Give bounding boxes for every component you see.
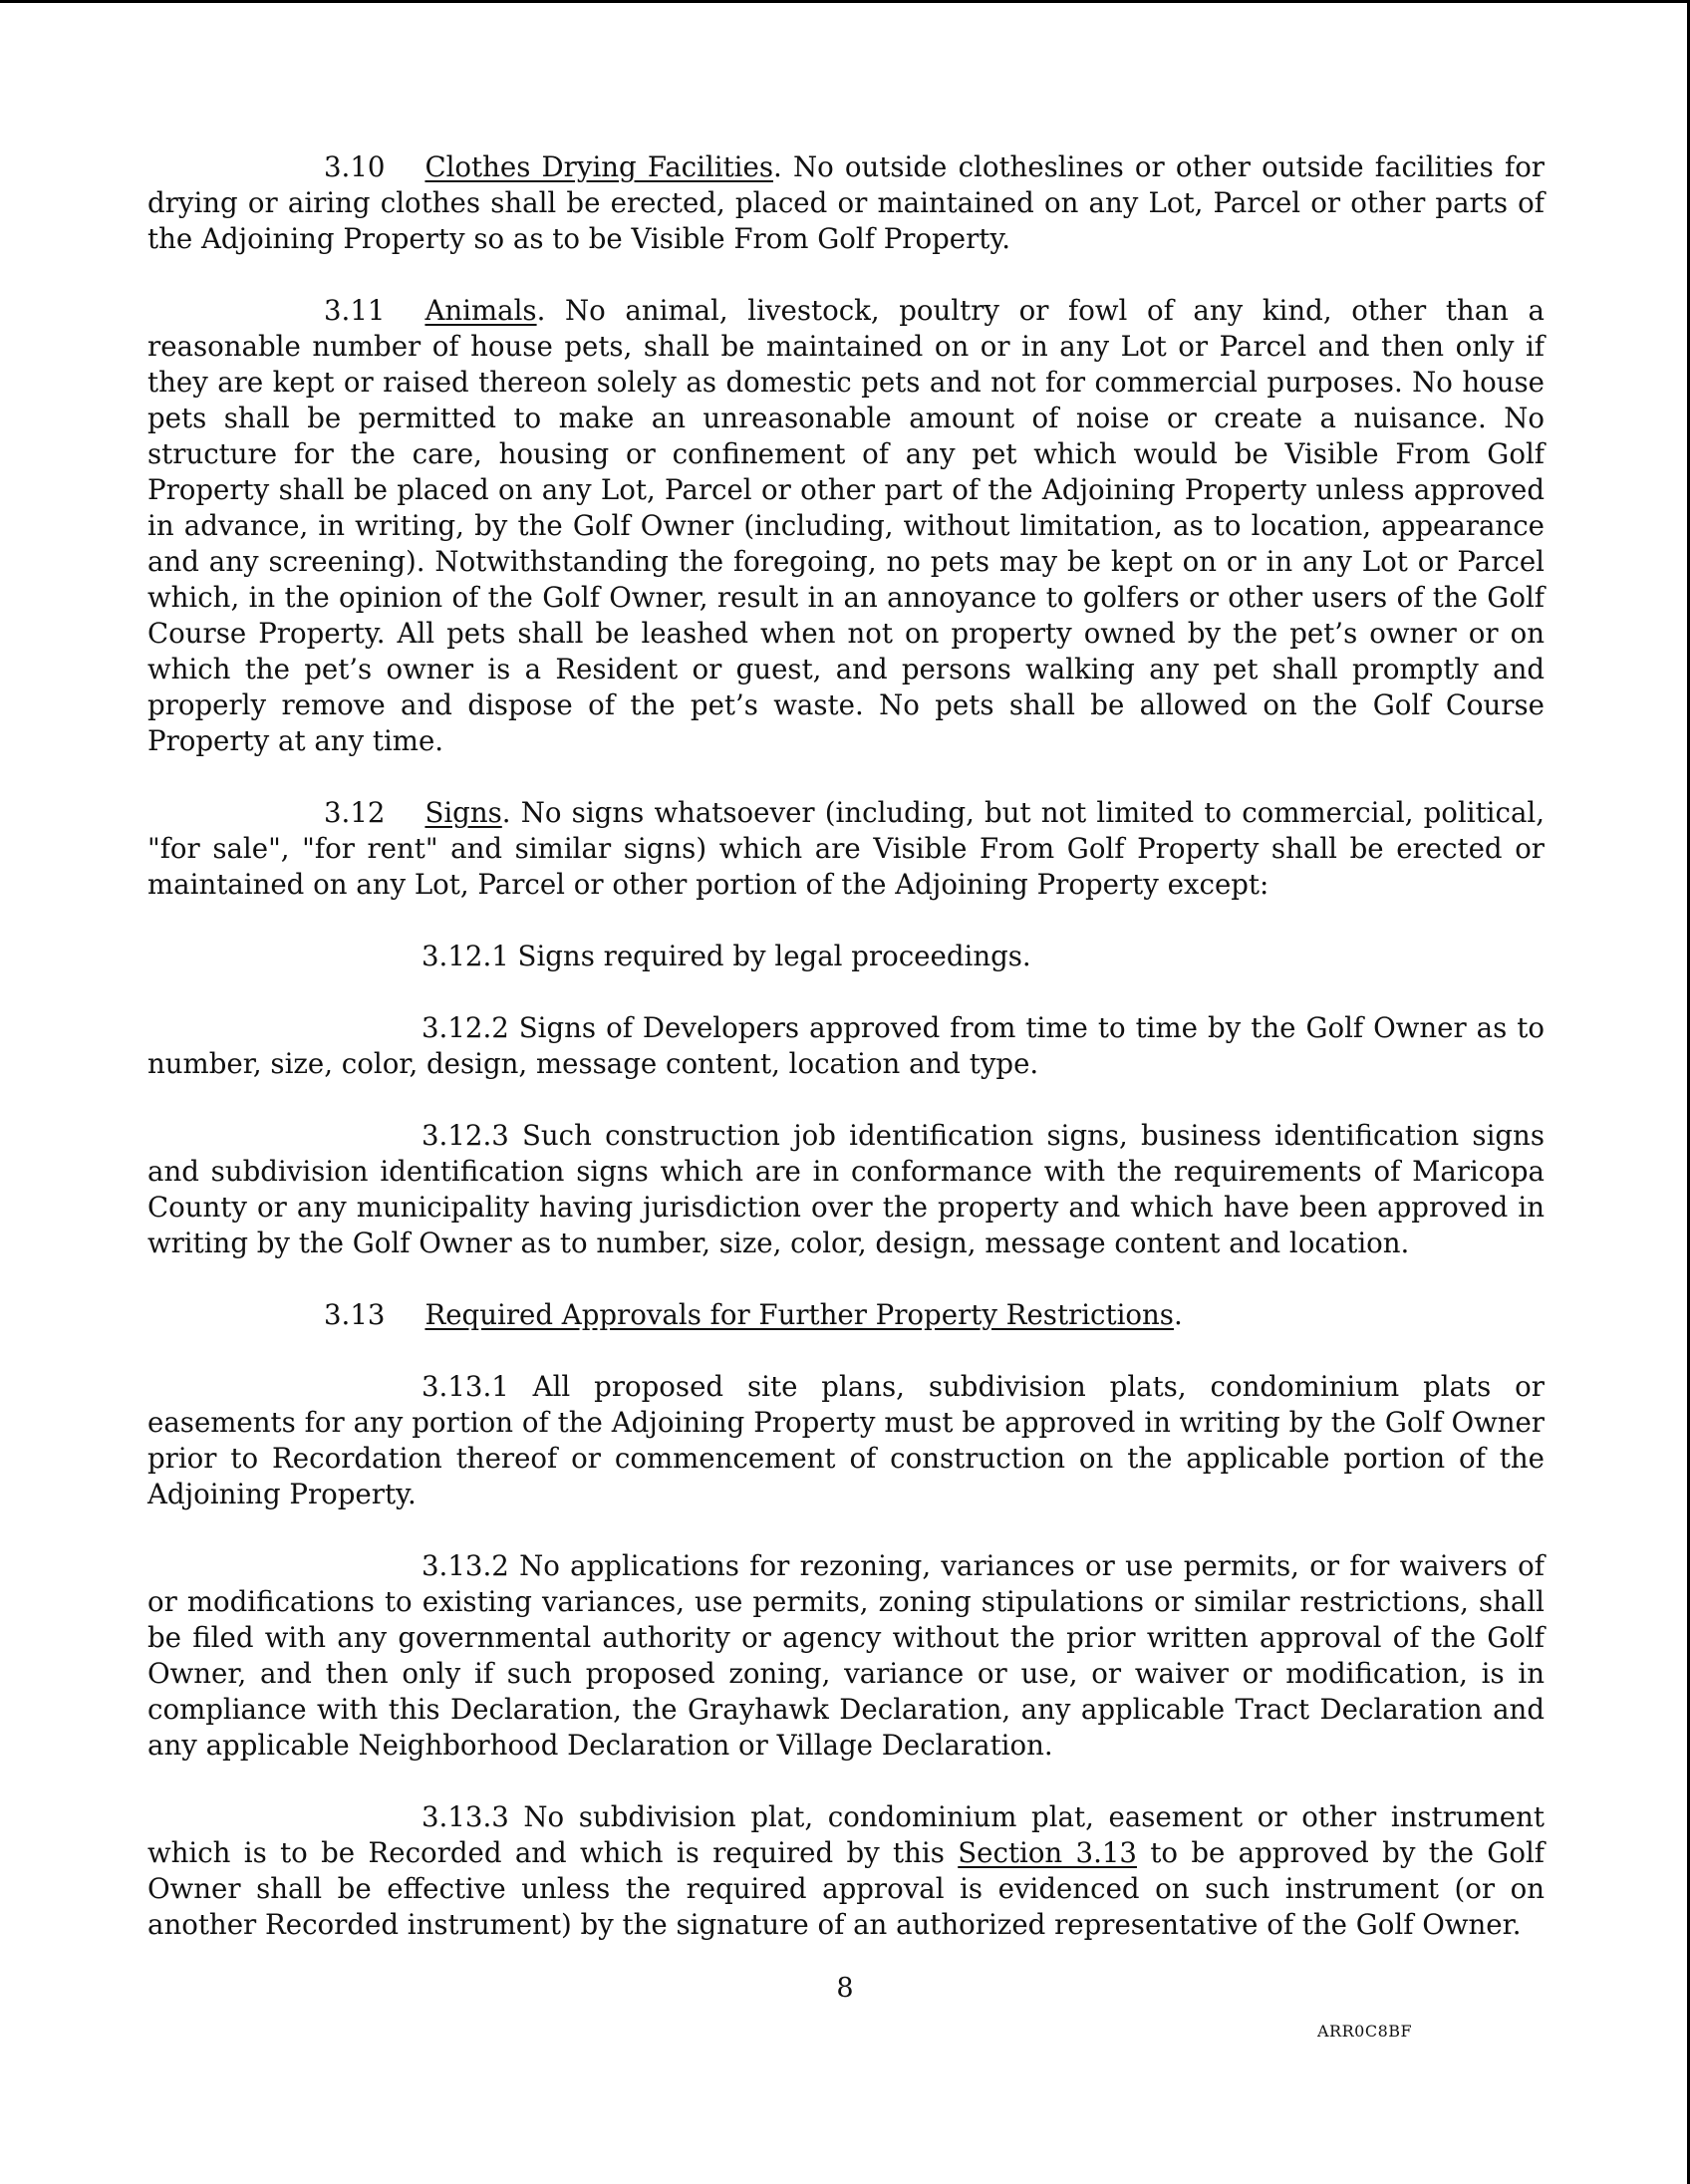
section-number: 3.13 xyxy=(324,1298,386,1331)
scan-edge-top xyxy=(0,0,1690,3)
section-number: 3.12 xyxy=(324,796,386,829)
section-title: Signs xyxy=(424,796,502,829)
section-number: 3.10 xyxy=(324,150,386,183)
section-title: Clothes Drying Facilities xyxy=(424,150,773,183)
page-number: 8 xyxy=(836,1973,854,2004)
subsection-text-end: to be approved by the Golf Owner shall be effective unless the required approval is evidenced on such instrument (or on another Recorded instrument) by the signature of an authorized representative of the Golf Owner. xyxy=(147,1836,1545,1941)
section-3-13 xyxy=(147,1297,1545,1333)
section-reference: Section 3.13 xyxy=(958,1836,1137,1869)
subsection-3-13-3 xyxy=(147,1799,1545,1943)
subsection-3-12-2: 3.12.2 Signs of Developers approved from time to time by the Golf Owner as to number, size, color, design, message content, location and type. xyxy=(147,1011,1545,1080)
section-title: Animals xyxy=(424,294,537,327)
section-3-10 xyxy=(147,149,1545,257)
subsection-3-13-1: 3.13.1 All proposed site plans, subdivision plats, condominium plats or easements for any portion of the Adjoining Property must be approved in writing by the Golf Owner prior to Recordation thereof or commencement of construction on the applicable portion of the Adjoining Property. xyxy=(147,1370,1545,1510)
section-body: . No animal, livestock, poultry or fowl of any kind, other than a reasonable number of house pets, shall be maintained on or in any Lot or Parcel and then only if they are kept or raised thereon solely as domestic pets and not for commercial purposes. No house pets shall be permitted to make an unreasonable amount of noise or create a nuisance. No structure for the care, housing or confinement of any pet which would be Visible From Golf Property shall be placed on any Lot, Parcel or other part of the Adjoining Property unless approved in advance, in writing, by the Golf Owner (including, without limitation, as to location, appearance and any screening). Notwithstanding the foregoing, no pets may be kept on or in any Lot or Parcel which, in the opinion of the Golf Owner, result in an annoyance to golfers or other users of the Golf Course Property. All pets shall be leashed when not on property owned by the pet’s owner or on which the pet’s owner is a Resident or guest, and persons walking any pet shall promptly and properly remove and dispose of the pet’s waste. No pets shall be allowed on the Golf Course Property at any time. xyxy=(147,294,1545,757)
document-page xyxy=(147,149,1545,1943)
section-title: Required Approvals for Further Property Restrictions xyxy=(424,1298,1174,1331)
section-3-12 xyxy=(147,795,1545,903)
section-3-11 xyxy=(147,293,1545,759)
section-body: . No outside clotheslines or other outside facilities for drying or airing clothes shall be erected, placed or maintained on any Lot, Parcel or other parts of the Adjoining Property so as to be Visible From Golf Property. xyxy=(147,150,1545,255)
subsection-3-13-2: 3.13.2 No applications for rezoning, variances or use permits, or for waivers of or modifications to existing variances, use permits, zoning stipulations or similar restrictions, shall be filed with any governmental authority or agency without the prior written approval of the Golf Owner, and then only if such proposed zoning, variance or use, or waiver or modification, is in compliance with this Declaration, the Grayhawk Declaration, any applicable Tract Declaration and any applicable Neighborhood Declaration or Village Declaration. xyxy=(147,1549,1545,1762)
subsection-text-start: 3.13.3 No subdivision plat, condominium plat, easement or other instrument which is to be Recorded and which is required by this xyxy=(147,1800,1545,1869)
document-code: ARR0C8BF xyxy=(1317,2022,1413,2041)
section-number: 3.11 xyxy=(324,294,386,327)
section-body: . No signs whatsoever (including, but not limited to commercial, political, "for sale", "for rent" and similar signs) which are Visible From Golf Property shall be erected or maintained on any Lot, Parcel or other portion of the Adjoining Property except: xyxy=(147,796,1545,901)
subsection-3-12-1: 3.12.1 Signs required by legal proceedings. xyxy=(422,940,1031,972)
section-body: . xyxy=(1173,1298,1183,1331)
subsection-3-12-3: 3.12.3 Such construction job identification signs, business identification signs and subdivision identification signs which are in conformance with the requirements of Maricopa County or any municipality having jurisdiction over the property and which have been approved in writing by the Golf Owner as to number, size, color, design, message content and location. xyxy=(147,1119,1545,1259)
